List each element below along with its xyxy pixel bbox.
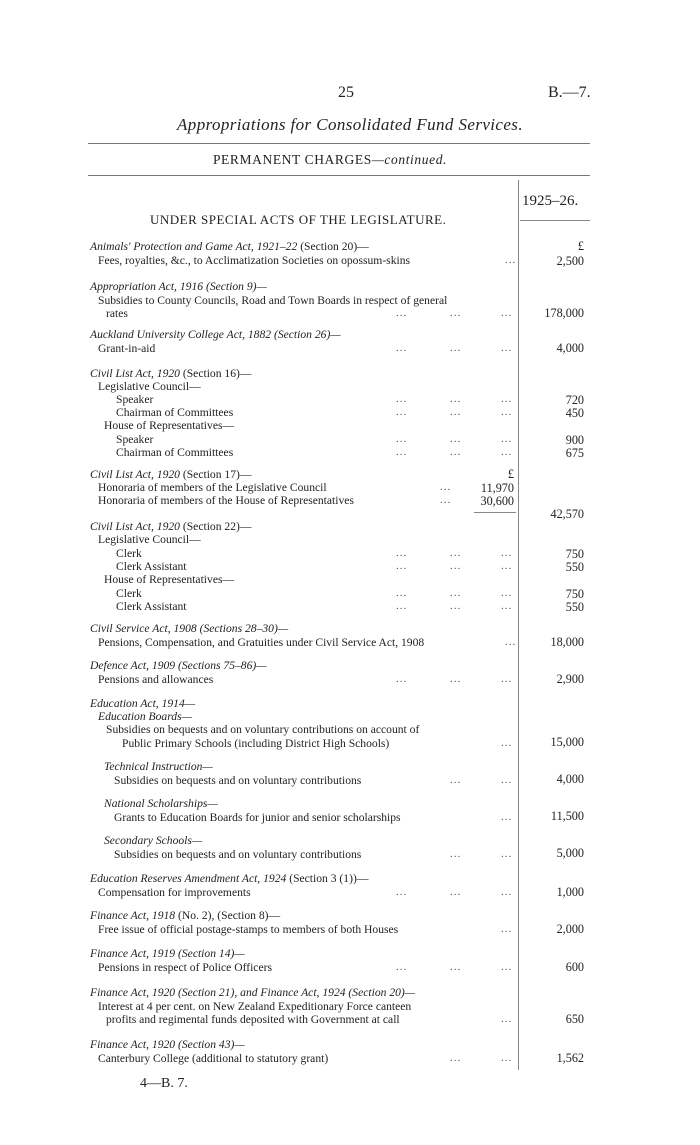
dot-leader: ... [450,547,462,559]
act-heading: Civil Service Act, 1908 (Sections 28–30)— [90,622,289,635]
acts-heading: UNDER SPECIAL ACTS OF THE LEGISLATURE. [150,212,447,227]
line-group: House of Representatives— [104,573,235,586]
act-heading: Finance Act, 1920 (Section 43)— [90,1038,245,1051]
amount: 178,000 [544,306,584,320]
line-item: Subsidies on bequests and on voluntary contributions [114,848,362,861]
line-item: Honoraria of members of the House of Representatives [98,494,354,507]
line-group: Technical Instruction— [104,760,213,773]
page-title: Appropriations for Consolidated Fund Services. [177,115,523,134]
amount: 2,000 [556,922,584,936]
amount: 4,000 [556,772,584,786]
dot-leader: ... [501,342,513,354]
dot-leader: ... [450,393,462,405]
line-item: Subsidies to County Councils, Road and Town Boards in respect of general [98,294,448,307]
dot-leader: ... [450,433,462,445]
line-item: Chairman of Committees [116,446,234,459]
line-item: Subsidies on bequests and on voluntary contributions [114,774,362,787]
line-item: Free issue of official postage-stamps to members of both Houses [98,923,399,936]
dot-leader: ... [440,494,452,506]
dot-leader: ... [501,307,513,319]
amount: 11,500 [550,809,584,823]
dot-leader: ... [501,886,513,898]
subtitle-main: PERMANENT CHARGES [212,152,372,167]
dot-leader: ... [501,406,513,418]
act-heading: Appropriation Act, 1916 (Section 9)— [90,280,267,293]
dot-leader: ... [396,547,408,559]
dot-leader: ... [396,342,408,354]
line-item: Clerk [116,587,142,600]
subtotal-rule [474,512,516,513]
line-group: National Scholarships— [104,797,218,810]
title-rule [88,143,590,144]
act-heading: Auckland University College Act, 1882 (Section 26)— [90,328,341,341]
year-column-header: 1925–26. [522,193,579,209]
dot-leader: ... [505,254,517,266]
currency-symbol: £ [507,467,514,481]
act-heading: Education Reserves Amendment Act, 1924 (Section 3 (1))— [90,872,369,885]
subtitle-rule [88,175,590,176]
amount: 15,000 [550,735,584,749]
amount: 550 [565,560,584,574]
dot-leader: ... [501,600,513,612]
dot-leader: ... [440,481,452,493]
act-heading: Civil List Act, 1920 (Section 16)— [90,367,252,380]
dot-leader: ... [501,560,513,572]
dot-leader: ... [396,446,408,458]
dot-leader: ... [396,673,408,685]
dot-leader: ... [396,433,408,445]
amount: 42,570 [550,507,584,521]
amount: 650 [565,1012,584,1026]
act-heading: Finance Act, 1918 (No. 2), (Section 8)— [90,909,281,922]
line-item: Grant-in-aid [98,342,156,355]
dot-leader: ... [450,446,462,458]
line-item: Speaker [116,393,154,406]
act-heading: Animals' Protection and Game Act, 1921–22 (Section 20)— [90,240,369,253]
dot-leader: ... [450,673,462,685]
amount: 2,500 [556,254,584,268]
dot-leader: ... [501,774,513,786]
amount: 5,000 [556,846,584,860]
dot-leader: ... [450,600,462,612]
subtitle-continued: —continued. [371,152,448,167]
amount: 1,562 [556,1051,584,1065]
page-number: 25 [338,84,354,101]
line-item: Canterbury College (additional to statutory grant) [98,1052,329,1065]
sub-amount: 11,970 [480,481,514,495]
amount: 750 [565,587,584,601]
line-item: Public Primary Schools (including District High Schools) [122,737,390,750]
dot-leader: ... [501,1052,513,1064]
dot-leader: ... [501,446,513,458]
dot-leader: ... [501,848,513,860]
line-item: Clerk [116,547,142,560]
line-item: Subsidies on bequests and on voluntary contributions on account of [106,723,420,736]
dot-leader: ... [396,587,408,599]
line-group: Legislative Council— [98,533,201,546]
page-footer: 4—B. 7. [140,1076,188,1091]
dot-leader: ... [450,1052,462,1064]
line-item: Chairman of Committees [116,406,234,419]
dot-leader: ... [450,848,462,860]
dot-leader: ... [450,342,462,354]
dot-leader: ... [501,811,513,823]
dot-leader: ... [505,636,517,648]
dot-leader: ... [501,393,513,405]
line-item: Fees, royalties, &c., to Acclimatization Societies on opossum-skins [98,254,411,267]
line-group: Education Boards— [98,710,192,723]
dot-leader: ... [501,673,513,685]
dot-leader: ... [501,547,513,559]
line-group: Legislative Council— [98,380,201,393]
dot-leader: ... [501,433,513,445]
act-heading: Finance Act, 1920 (Section 21), and Finance Act, 1924 (Section 20)— [90,986,416,999]
line-item: Pensions, Compensation, and Gratuities under Civil Service Act, 1908 [98,636,425,649]
dot-leader: ... [450,886,462,898]
act-heading: Education Act, 1914— [90,697,196,710]
dot-leader: ... [501,923,513,935]
line-item: Pensions and allowances [98,673,214,686]
dot-leader: ... [396,600,408,612]
line-item: Pensions in respect of Police Officers [98,961,272,974]
dot-leader: ... [450,560,462,572]
amount: 900 [565,433,584,447]
sub-amount: 30,600 [480,494,514,508]
act-heading: Finance Act, 1919 (Section 14)— [90,947,245,960]
amount: 18,000 [550,635,584,649]
line-group: Secondary Schools— [104,834,203,847]
amount: 550 [565,600,584,614]
document-reference: B.—7. [548,84,591,101]
line-item: profits and regimental funds deposited with Government at call [106,1013,400,1026]
line-item: Clerk Assistant [116,600,187,613]
amount: 2,900 [556,672,584,686]
line-group: House of Representatives— [104,419,235,432]
dot-leader: ... [396,886,408,898]
line-item: Clerk Assistant [116,560,187,573]
dot-leader: ... [396,560,408,572]
amount: 450 [565,406,584,420]
act-heading: Civil List Act, 1920 (Section 22)— [90,520,252,533]
amount: 1,000 [556,885,584,899]
line-item: Grants to Education Boards for junior and senior scholarships [114,811,401,824]
amount: 750 [565,547,584,561]
dot-leader: ... [450,961,462,973]
dot-leader: ... [450,774,462,786]
dot-leader: ... [501,1013,513,1025]
amount: 600 [565,960,584,974]
dot-leader: ... [450,406,462,418]
line-item: Honoraria of members of the Legislative Council [98,481,327,494]
line-item: Interest at 4 per cent. on New Zealand Expeditionary Force canteen [98,1000,412,1013]
dot-leader: ... [450,307,462,319]
year-header-rule [520,220,590,221]
line-item: rates [106,307,128,320]
dot-leader: ... [501,737,513,749]
dot-leader: ... [396,961,408,973]
section-subtitle [0,152,660,168]
amount: 720 [565,393,584,407]
column-divider [518,180,519,1070]
line-item: Speaker [116,433,154,446]
dot-leader: ... [396,307,408,319]
dot-leader: ... [450,587,462,599]
dot-leader: ... [396,406,408,418]
currency-symbol: £ [577,239,584,253]
dot-leader: ... [396,393,408,405]
amount: 675 [565,446,584,460]
act-heading: Civil List Act, 1920 (Section 17)— [90,468,252,481]
dot-leader: ... [501,961,513,973]
dot-leader: ... [501,587,513,599]
line-item: Compensation for improvements [98,886,251,899]
amount: 4,000 [556,341,584,355]
act-heading: Defence Act, 1909 (Sections 75–86)— [90,659,267,672]
